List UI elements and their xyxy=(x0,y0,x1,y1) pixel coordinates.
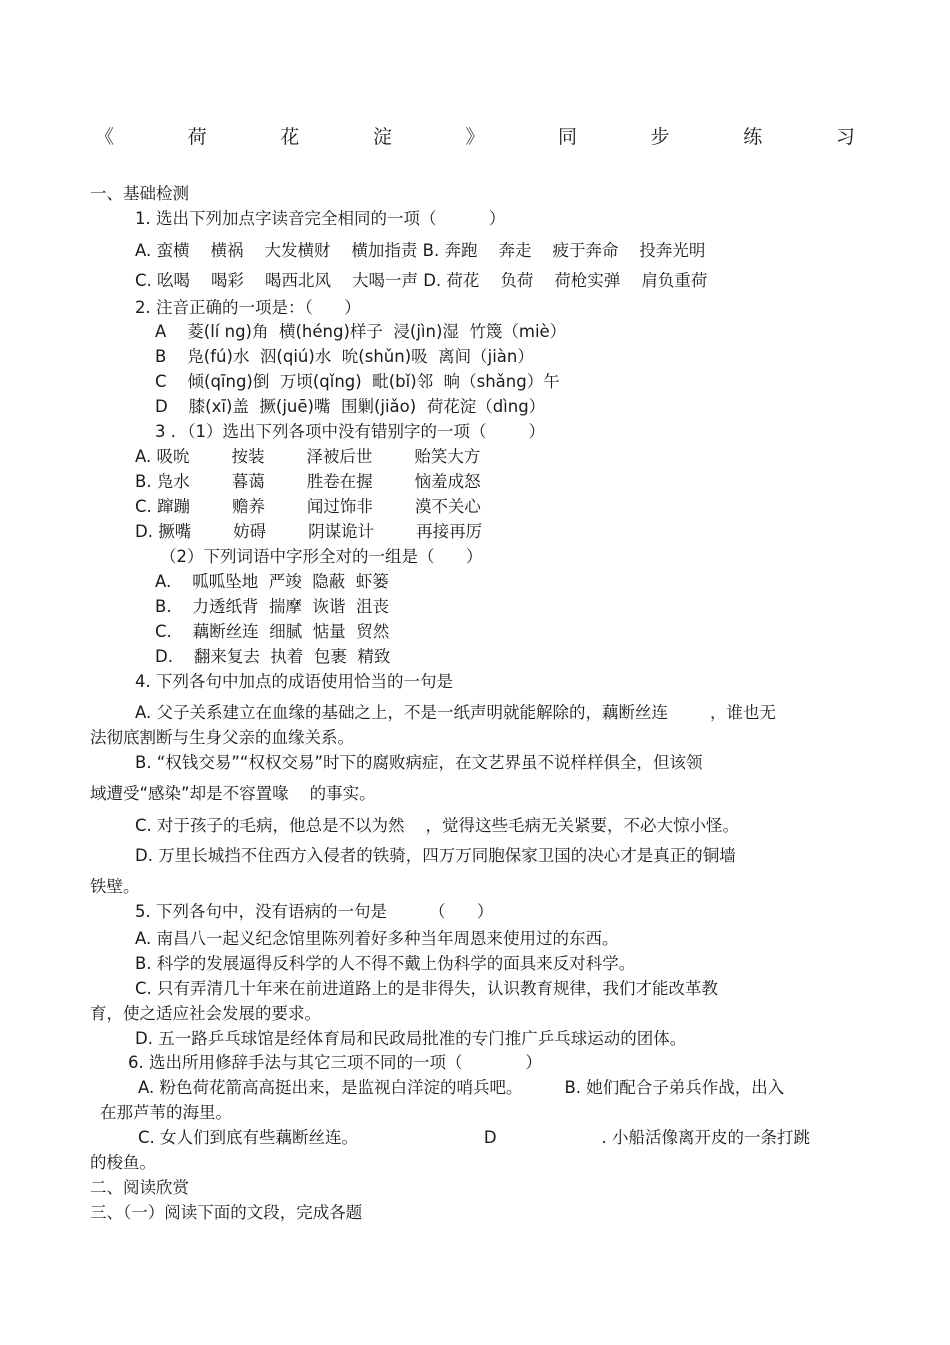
option-line: C. 藕断丝连 细腻 惦量 贸然 xyxy=(155,622,390,641)
question-line: 5. 下列各句中，没有语病的一句是 （ ） xyxy=(135,902,494,921)
option-line: D 膝(xī)盖 撅(juē)嘴 围剿(jiǎo) 荷花淀（dìng） xyxy=(155,397,546,416)
option-line: A. 吸吮 按装 泽被后世 贻笑大方 xyxy=(135,447,481,466)
option-line: B. 科学的发展逼得反科学的人不得不戴上伪科学的面具来反对科学。 xyxy=(135,954,636,973)
option-line: B. 凫水 暮蔼 胜卷在握 恼羞成怒 xyxy=(135,472,481,491)
question-line: 6. 选出所用修辞手法与其它三项不同的一项（ ） xyxy=(128,1053,542,1072)
option-line: B. “权钱交易”“权权交易”时下的腐败病症，在文艺界虽不说样样俱全，但该领 xyxy=(135,753,703,772)
question-line: 1. 选出下列加点字读音完全相同的一项（ ） xyxy=(135,209,506,228)
section-heading: 一、基础检测 xyxy=(90,184,189,203)
option-line: B. 力透纸背 揣摩 诙谐 沮丧 xyxy=(155,597,390,616)
option-line: A. 粉色荷花箭高高挺出来，是监视白洋淀的哨兵吧。 B. 她们配合子弟兵作战，出入 xyxy=(138,1078,785,1097)
title-char: 《 xyxy=(95,126,115,148)
title-char: 花 xyxy=(280,126,300,148)
option-line: D. 万里长城挡不住西方入侵者的铁骑，四万万同胞保家卫国的决心才是真正的铜墙 xyxy=(135,846,736,865)
option-line: A. 南昌八一起义纪念馆里陈列着好多种当年周恩来使用过的东西。 xyxy=(135,929,619,948)
section-heading: 二、阅读欣赏 xyxy=(90,1178,189,1197)
option-line: C. 蹿蹦 赡养 闻过饰非 漠不关心 xyxy=(135,497,481,516)
option-line: 的梭鱼。 xyxy=(90,1153,156,1172)
title-char: 荷 xyxy=(187,126,207,148)
option-line: 育，使之适应社会发展的要求。 xyxy=(90,1004,321,1023)
option-line: 域遭受“感染”却是不容置喙 的事实。 xyxy=(90,784,376,803)
option-line: 法彻底割断与生身父亲的血缘关系。 xyxy=(90,728,354,747)
question-line: （2）下列词语中字形全对的一组是（ ） xyxy=(160,547,483,566)
option-line: A 菱(lí ng)角 横(héng)样子 浸(jìn)湿 竹篾（miè） xyxy=(155,322,567,341)
question-line: 4. 下列各句中加点的成语使用恰当的一句是 xyxy=(135,672,453,691)
option-line: A. 呱呱坠地 严竣 隐蔽 虾篓 xyxy=(155,572,389,591)
option-line: C 倾(qīng)倒 万顷(qǐng) 毗(bǐ)邻 晌（shǎng）午 xyxy=(155,372,560,391)
option-line: C. 女人们到底有些藕断丝连。 D . 小船活像离开皮的一条打跳 xyxy=(138,1128,810,1147)
option-line: A. 父子关系建立在血缘的基础之上，不是一纸声明就能解除的，藕断丝连 ，谁也无 xyxy=(135,703,776,722)
title-char: 练 xyxy=(743,126,763,148)
option-line: D. 五一路乒乓球馆是经体育局和民政局批准的专门推广乒乓球运动的团体。 xyxy=(135,1029,687,1048)
option-line: 在那芦苇的海里。 xyxy=(100,1103,232,1122)
title-char: 淀 xyxy=(372,126,392,148)
option-line: C. 对于孩子的毛病，他总是不以为然 ，觉得这些毛病无关紧要，不必大惊小怪。 xyxy=(135,816,739,835)
question-line: 3 ．（1）选出下列各项中没有错别字的一项（ ） xyxy=(155,422,545,441)
title-char: 步 xyxy=(650,126,670,148)
title-char: 同 xyxy=(558,126,578,148)
option-line: D. 撅嘴 妨碍 阴谋诡计 再接再厉 xyxy=(135,522,483,541)
section-heading: 三、（一）阅读下面的文段，完成各题 xyxy=(90,1203,363,1222)
option-line: A. 蛮横 横祸 大发横财 横加指责 B. 奔跑 奔走 疲于奔命 投奔光明 xyxy=(135,241,706,260)
option-line: B 凫(fú)水 泅(qiú)水 吮(shǔn)吸 离间（jiàn） xyxy=(155,347,534,366)
option-line: C. 吆喝 喝彩 喝西北风 大喝一声 D. 荷花 负荷 荷枪实弹 肩负重荷 xyxy=(135,271,708,290)
option-line: D. 翻来复去 执着 包裹 精致 xyxy=(155,647,391,666)
question-line: 2. 注音正确的一项是：（ ） xyxy=(135,298,361,317)
option-line: 铁壁。 xyxy=(90,877,140,896)
title-char: 》 xyxy=(465,126,485,148)
title-char: 习 xyxy=(835,126,855,148)
page-title xyxy=(95,122,855,150)
option-line: C. 只有弄清几十年来在前进道路上的是非得失，认识教育规律，我们才能改革教 xyxy=(135,979,719,998)
